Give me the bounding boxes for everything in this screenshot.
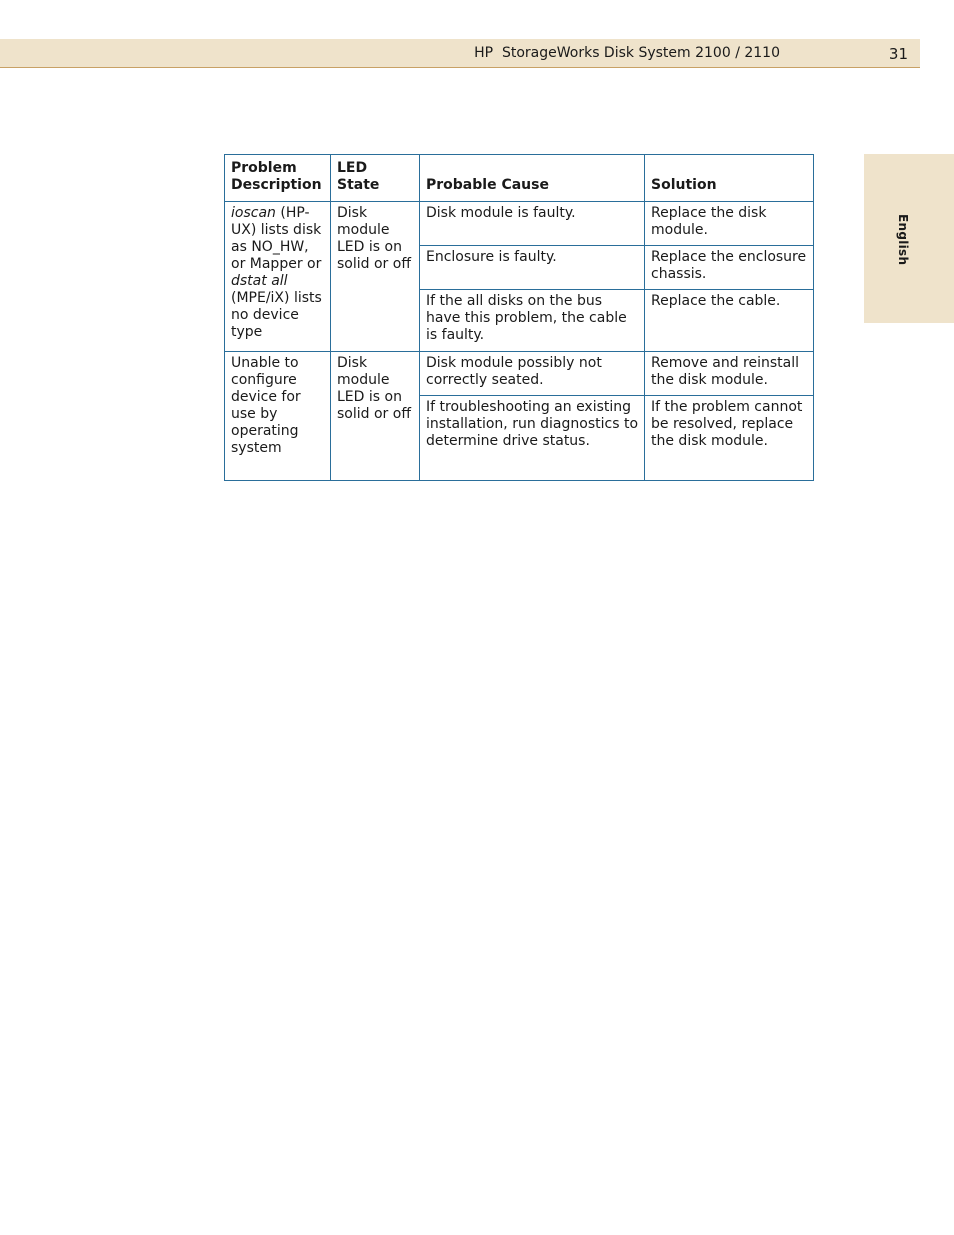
header-probable-cause: Probable Cause xyxy=(420,155,645,202)
solution-cell: Replace the enclosure chassis. xyxy=(645,246,814,290)
probable-cause-cell: Disk module possibly not correctly seated. xyxy=(420,352,645,396)
language-tab-label: English xyxy=(896,214,910,266)
troubleshooting-table xyxy=(224,154,814,481)
problem-description-cell: Unable to configure device for use by operating system xyxy=(225,352,331,481)
problem-description-cell: ioscan (HP-UX) lists disk as NO_HW, or Mapper or dstat all (MPE/iX) lists no device type xyxy=(225,202,331,352)
solution-cell: Replace the cable. xyxy=(645,290,814,352)
solution-cell: If the problem cannot be resolved, replace the disk module. xyxy=(645,396,814,481)
table-row xyxy=(225,352,814,396)
probable-cause-cell: If the all disks on the bus have this problem, the cable is faulty. xyxy=(420,290,645,352)
probable-cause-cell: Disk module is faulty. xyxy=(420,202,645,246)
page-number: 31 xyxy=(888,45,908,63)
language-tab xyxy=(864,154,954,323)
probable-cause-cell: If troubleshooting an existing installation, run diagnostics to determine drive status. xyxy=(420,396,645,481)
page-header xyxy=(0,39,920,68)
table-header-row xyxy=(225,155,814,202)
document-title: HP StorageWorks Disk System 2100 / 2110 xyxy=(474,45,780,61)
probable-cause-cell: Enclosure is faulty. xyxy=(420,246,645,290)
led-state-cell: Disk module LED is on solid or off xyxy=(331,352,420,481)
header-problem-description: Problem Description xyxy=(225,155,331,202)
table-row xyxy=(225,202,814,246)
header-led-state: LED State xyxy=(331,155,420,202)
solution-cell: Replace the disk module. xyxy=(645,202,814,246)
solution-cell: Remove and reinstall the disk module. xyxy=(645,352,814,396)
header-solution: Solution xyxy=(645,155,814,202)
led-state-cell: Disk module LED is on solid or off xyxy=(331,202,420,352)
